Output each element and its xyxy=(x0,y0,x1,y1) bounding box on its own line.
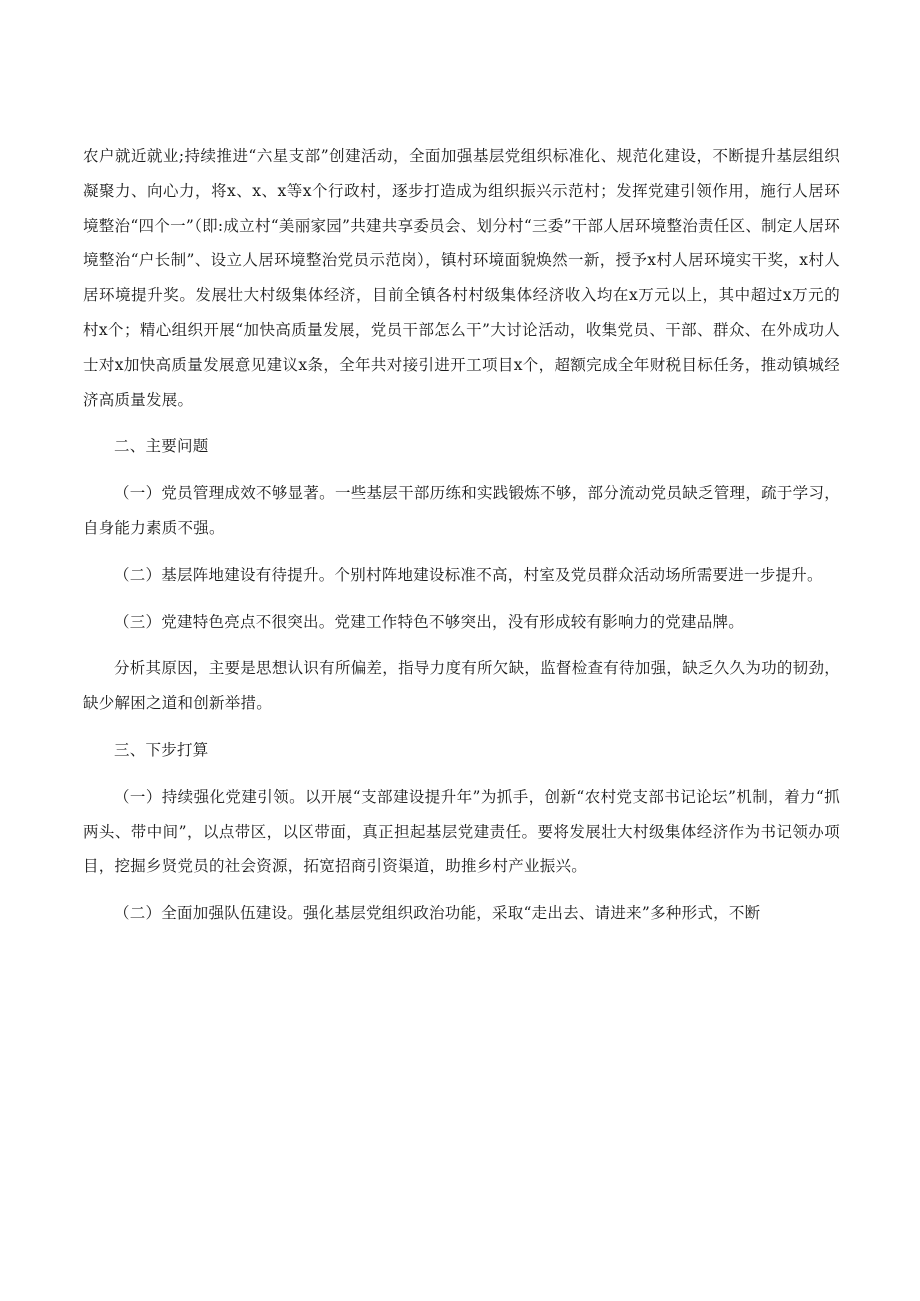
paragraph-continued: 农户就近就业;持续推进“六星支部”创建活动，全面加强基层党组织标准化、规范化建设，不断提升基层组织凝聚力、向心力，将x、x、x等x个行政村，逐步打造成为组织振兴示范村；发挥党建引领作用，施行人居环境整治“四个一”（即:成立村“美丽家园”共建共享委员会、划分村“三委”干部人居环境整治责任区、制定人居环境整治“户长制”、设立人居环境整治党员示范岗），镇村环境面貌焕然一新，授予x村人居环境实干奖，x村人居环境提升奖。发展壮大村级集体经济，目前全镇各村村级集体经济收入均在x万元以上，其中超过x万元的村x个；精心组织开展“加快高质量发展，党员干部怎么干”大讨论活动，收集党员、干部、群众、在外成功人士对x加快高质量发展意见建议x条，全年共对接引进开工项目x个，超额完成全年财税目标任务，推动镇城经济高质量发展。 xyxy=(83,147,840,409)
document-body xyxy=(83,139,840,931)
paragraph-problem-3: （三）党建特色亮点不很突出。党建工作特色不够突出，没有形成较有影响力的党建品牌。 xyxy=(114,612,745,631)
section-heading-main-problems: 二、主要问题 xyxy=(114,437,209,456)
paragraph-problem-2: （二）基层阵地建设有待提升。个别村阵地建设标准不高，村室及党员群众活动场所需要进一步提升。 xyxy=(114,565,823,584)
paragraph-plan-1: （一）持续强化党建引领。以开展“支部建设提升年”为抓手，创新“农村党支部书记论坛”机制，着力“抓两头、带中间”，以点带区，以区带面，真正担起基层党建责任。要将发展壮大村级集体经济作为书记领办项目，挖掘乡贤党员的社会资源，拓宽招商引资渠道，助推乡村产业振兴。 xyxy=(83,787,840,876)
paragraph-problem-1: （一）党员管理成效不够显著。一些基层干部历练和实践锻炼不够，部分流动党员缺乏管理，疏于学习，自身能力素质不强。 xyxy=(83,484,840,537)
paragraph-cause-analysis: 分析其原因，主要是思想认识有所偏差，指导力度有所欠缺，监督检查有待加强，缺乏久久为功的韧劲，缺少解困之道和创新举措。 xyxy=(83,659,840,713)
paragraph-plan-2: （二）全面加强队伍建设。强化基层党组织政治功能，采取“走出去、请进来”多种形式，不断 xyxy=(114,904,761,923)
section-heading-next-steps: 三、下步打算 xyxy=(114,740,209,759)
